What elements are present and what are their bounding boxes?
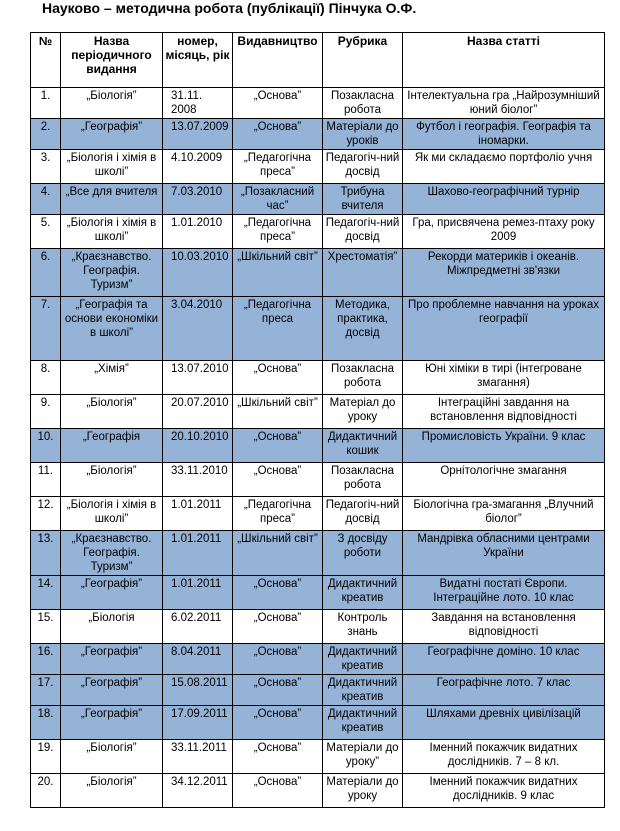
cell-number: 6. [31,249,61,297]
cell-publisher: „Педагогічна преса” [233,150,323,184]
cell-journal: „Біологія” [61,463,163,497]
cell-journal: „Біологія і хімія в школі” [61,215,163,249]
cell-rubric: Дидактичний кошик [323,429,403,463]
cell-journal: „Географія та основи економіки в школі” [61,297,163,361]
cell-article: Інтелектуальна гра „Найрозумніший юний біолог” [403,88,605,119]
cell-date: 13.07.2010 [163,361,233,395]
cell-journal: „Біологія” [61,740,163,774]
cell-date: 1.01.2010 [163,215,233,249]
cell-publisher: „Педагогічна преса” [233,215,323,249]
cell-date: 17.09.2011 [163,706,233,740]
cell-number: 3. [31,150,61,184]
cell-article: Інтеграційні завдання на встановлення відповідності [403,395,605,429]
cell-number: 9. [31,395,61,429]
table-row [31,184,605,215]
cell-date: 7.03.2010 [163,184,233,215]
table-row [31,531,605,576]
cell-rubric: Позакласна робота [323,361,403,395]
cell-journal: „Географія” [61,675,163,706]
cell-number: 13. [31,531,61,576]
cell-number: 15. [31,610,61,644]
cell-date: 10.03.2010 [163,249,233,297]
cell-number: 8. [31,361,61,395]
cell-journal: „Краєзнавство. Географія. Туризм” [61,249,163,297]
cell-date: 4.10.2009 [163,150,233,184]
cell-article: Мандрівка обласними центрами України [403,531,605,576]
table-row [31,610,605,644]
table-row [31,361,605,395]
cell-date: 33.11.2011 [163,740,233,774]
cell-date: 33.11.2010 [163,463,233,497]
cell-article: Гра, присвячена ремез-птаху року 2009 [403,215,605,249]
cell-article: Шляхами древніх цивілізацій [403,706,605,740]
cell-publisher: „Основа” [233,119,323,150]
cell-publisher: „Основа” [233,740,323,774]
cell-rubric: Позакласна робота [323,463,403,497]
cell-journal: „Біологія” [61,774,163,808]
cell-date: 20.07.2010 [163,395,233,429]
header-publisher: Видавництво [233,33,323,88]
table-row [31,119,605,150]
cell-number: 18. [31,706,61,740]
cell-number: 16. [31,644,61,675]
table-row [31,706,605,740]
cell-article: Футбол і географія. Географія та іномарки. [403,119,605,150]
cell-article: Шахово-географічний турнір [403,184,605,215]
cell-publisher: „Основа” [233,706,323,740]
cell-publisher: „Основа” [233,774,323,808]
cell-rubric: Позакласна робота [323,88,403,119]
table-row [31,395,605,429]
cell-number: 4. [31,184,61,215]
cell-publisher: „Основа” [233,361,323,395]
cell-date: 6.02.2011 [163,610,233,644]
cell-number: 14. [31,576,61,610]
cell-date: 8.04.2011 [163,644,233,675]
table-row [31,675,605,706]
table-row [31,463,605,497]
header-number: № [31,33,61,88]
cell-article: Завдання на встановлення відповідності [403,610,605,644]
cell-publisher: „Основа” [233,429,323,463]
table-row [31,88,605,119]
cell-date: 20.10.2010 [163,429,233,463]
cell-journal: „Краєзнавство. Географія. Туризм” [61,531,163,576]
cell-article: Географічне доміно. 10 клас [403,644,605,675]
cell-article: Іменний покажчик видатних дослідників. 7 – 8 кл. [403,740,605,774]
cell-journal: „Хімія” [61,361,163,395]
cell-date: 1.01.2011 [163,497,233,531]
table-row [31,644,605,675]
table-row [31,150,605,184]
cell-publisher: „Основа” [233,644,323,675]
cell-rubric: Хрестоматія” [323,249,403,297]
cell-journal: „Біологія [61,610,163,644]
cell-article: Біологічна гра-змагання „Влучний біолог” [403,497,605,531]
cell-journal: „Біологія” [61,395,163,429]
cell-date: 3.04.2010 [163,297,233,361]
cell-rubric: Дидактичний креатив [323,644,403,675]
cell-date: 15.08.2011 [163,675,233,706]
cell-rubric: Контроль знань [323,610,403,644]
cell-article: Іменний покажчик видатних дослідників. 9 клас [403,774,605,808]
cell-publisher: „Шкільний світ” [233,249,323,297]
cell-journal: „Біологія і хімія в школі” [61,150,163,184]
cell-rubric: Педагогіч-ний досвід [323,497,403,531]
cell-date: 1.01.2011 [163,576,233,610]
cell-number: 17. [31,675,61,706]
cell-rubric: Матеріали до уроків [323,119,403,150]
cell-rubric: Матеріали до уроку [323,774,403,808]
cell-journal: „Географія” [61,119,163,150]
header-journal: Назва періодичного видання [61,33,163,88]
cell-publisher: „Шкільний світ” [233,531,323,576]
cell-rubric: Дидактичний креатив [323,706,403,740]
table-row [31,740,605,774]
cell-rubric: Матеріали до уроку” [323,740,403,774]
cell-number: 5. [31,215,61,249]
cell-article: Юні хіміки в тирі (інтегроване змагання) [403,361,605,395]
cell-article: Про проблемне навчання на уроках географії [403,297,605,361]
cell-number: 7. [31,297,61,361]
cell-publisher: „Основа” [233,576,323,610]
cell-number: 10. [31,429,61,463]
cell-article: Географічне лото. 7 клас [403,675,605,706]
table-row [31,249,605,297]
cell-article: Промисловість України. 9 клас [403,429,605,463]
cell-rubric: Педагогіч-ний досвід [323,215,403,249]
cell-article: Рекорди материків і океанів. Міжпредметні зв'язки [403,249,605,297]
cell-rubric: Матеріал до уроку [323,395,403,429]
page-title: Науково – методична робота (публікації) Пінчука О.Ф. [42,0,417,16]
cell-number: 2. [31,119,61,150]
cell-publisher: „Основа” [233,88,323,119]
cell-rubric: Трибуна вчителя [323,184,403,215]
cell-date: 1.01.2011 [163,531,233,576]
cell-publisher: „Основа” [233,463,323,497]
cell-publisher: „Позакласний час” [233,184,323,215]
table-header-row [31,33,605,88]
cell-number: 11. [31,463,61,497]
table-row [31,497,605,531]
cell-rubric: Дидактичний креатив [323,576,403,610]
cell-number: 20. [31,774,61,808]
table-row [31,297,605,361]
cell-number: 1. [31,88,61,119]
cell-journal: „Географія [61,429,163,463]
cell-rubric: Педагогіч-ний досвід [323,150,403,184]
cell-journal: „Все для вчителя [61,184,163,215]
table-row [31,576,605,610]
table-row [31,429,605,463]
cell-publisher: „Основа” [233,675,323,706]
cell-publisher: „Шкільний світ” [233,395,323,429]
cell-rubric: Методика, практика, досвід [323,297,403,361]
cell-number: 12. [31,497,61,531]
cell-journal: „Географія” [61,644,163,675]
cell-rubric: З досвіду роботи [323,531,403,576]
cell-date: 31.11. 2008 [163,88,233,119]
cell-article: Видатні постаті Європи. Інтеграційне лото. 10 клас [403,576,605,610]
cell-date: 13.07.2009 [163,119,233,150]
cell-publisher: „Основа” [233,610,323,644]
cell-number: 19. [31,740,61,774]
cell-date: 34.12.2011 [163,774,233,808]
header-rubric: Рубрика [323,33,403,88]
cell-journal: „Біологія і хімія в школі” [61,497,163,531]
cell-rubric: Дидактичний креатив [323,675,403,706]
header-article: Назва статті [403,33,605,88]
cell-journal: „Біологія” [61,88,163,119]
cell-publisher: „Педагогічна преса [233,297,323,361]
cell-journal: „Географія” [61,706,163,740]
cell-article: Як ми складаємо портфоліо учня [403,150,605,184]
publications-table [30,32,605,808]
cell-journal: „Географія” [61,576,163,610]
table-row [31,215,605,249]
cell-article: Орнітологічне змагання [403,463,605,497]
table-row [31,774,605,808]
cell-publisher: „Педагогічна преса” [233,497,323,531]
header-date: номер, місяць, рік [163,33,233,88]
